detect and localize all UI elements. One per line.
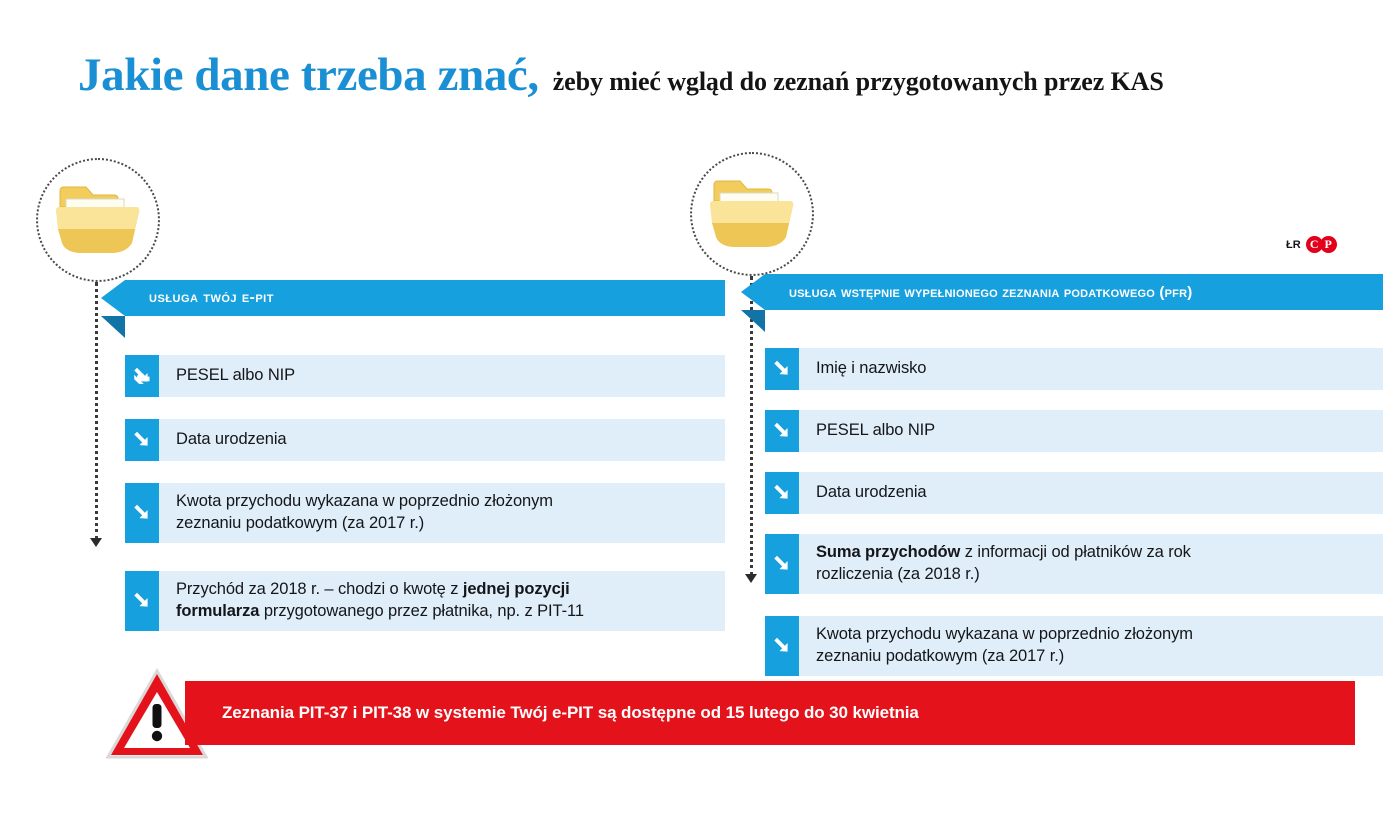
list-item[interactable] [765,348,1383,390]
folder-medallion-left [36,158,160,282]
list-item-text [816,624,1193,668]
folder-icon [706,175,798,253]
ribbon-point-icon [101,280,125,316]
column-twoj-e-pit [125,280,725,646]
column-items-twoj-e-pit [125,316,725,646]
column-items-pfr [765,310,1383,690]
arrow-down-right-icon [125,419,159,461]
list-item-line: Data urodzenia [816,483,927,502]
ribbon-point-icon [741,274,765,310]
list-item-body [799,348,1383,390]
list-item-body [799,534,1383,594]
list-item-line: Przychód za 2018 r. – chodzi o kwotę z jednej pozycji [176,580,570,599]
list-item-line: Kwota przychodu wykazana w poprzednio złożonym [176,492,553,511]
list-item-text [816,358,926,380]
folder-medallion-right [690,152,814,276]
ribbon-fold-icon [741,310,765,332]
page-title-subtitle: żeby mieć wgląd do zeznań przygotowanych przez KAS [552,67,1164,96]
cp-logo-c: C [1306,236,1323,253]
warning-banner-text: Zeznania PIT-37 i PIT-38 w systemie Twój e-PIT są dostępne od 15 lutego do 30 kwietnia [222,703,919,722]
list-item-line: Data urodzenia [176,430,287,449]
list-item-text [176,491,553,535]
column-header-label: usługa twój e-pit [149,289,274,306]
list-item[interactable] [125,571,725,631]
list-item-body [799,472,1383,514]
credit-logo [1286,236,1337,253]
ribbon-fold-icon [101,316,125,338]
list-item-body [159,419,725,461]
list-item[interactable] [765,410,1383,452]
cp-logo-icon [1306,236,1337,253]
credit-initials: ŁR [1286,238,1301,251]
column-pfr [765,274,1383,690]
list-item-text [816,482,927,504]
list-item[interactable] [765,534,1383,594]
list-item-line: Suma przychodów z informacji od płatników za rok [816,543,1191,562]
list-item-line: Kwota przychodu wykazana w poprzednio złożonym [816,625,1193,644]
list-item-line: PESEL albo NIP [176,366,296,385]
list-item-line: zeznaniu podatkowym (za 2017 r.) [176,514,425,532]
list-item-line: rozliczenia (za 2018 r.) [816,565,980,583]
arrow-down-right-icon [765,616,799,676]
arrow-down-right-icon [125,483,159,543]
list-item-line: PESEL albo NIP [816,421,936,440]
list-item[interactable] [125,355,725,397]
arrow-down-right-icon [765,348,799,390]
list-item[interactable] [125,419,725,461]
list-item-body [159,483,725,543]
page-title-highlight: Jakie dane trzeba znać, [78,49,539,101]
connector-arrowhead-left [90,538,102,547]
list-item-text [176,429,287,451]
list-item-text [816,542,1191,586]
list-item-line: Imię i nazwisko [816,359,927,378]
arrow-down-right-icon [765,410,799,452]
page-title [78,49,1378,116]
arrow-down-right-icon [125,571,159,631]
list-item[interactable] [765,472,1383,514]
arrow-down-right-icon [765,472,799,514]
column-header-label: usługa wstępnie wypełnionego zeznania podatkowego (pfr) [789,283,1193,301]
list-item-body [159,571,725,631]
list-item-text [176,365,295,387]
list-item[interactable] [765,616,1383,676]
arrow-down-right-icon [765,534,799,594]
list-item-line: formularza przygotowanego przez płatnika, np. z PIT-11 [176,602,584,620]
column-header-twoj-e-pit [125,280,725,316]
cp-logo-p: P [1320,236,1337,253]
list-item-body [799,616,1383,676]
warning-banner [185,681,1355,745]
list-item-body [159,355,725,397]
list-item[interactable] [125,483,725,543]
arrow-down-right-icon [125,355,159,397]
list-item-body [799,410,1383,452]
list-item-text [176,579,584,623]
list-item-line: zeznaniu podatkowym (za 2017 r.) [816,647,1065,665]
list-item-text [816,420,935,442]
folder-icon [52,181,144,259]
column-header-pfr [765,274,1383,310]
connector-arrowhead-right [745,574,757,583]
